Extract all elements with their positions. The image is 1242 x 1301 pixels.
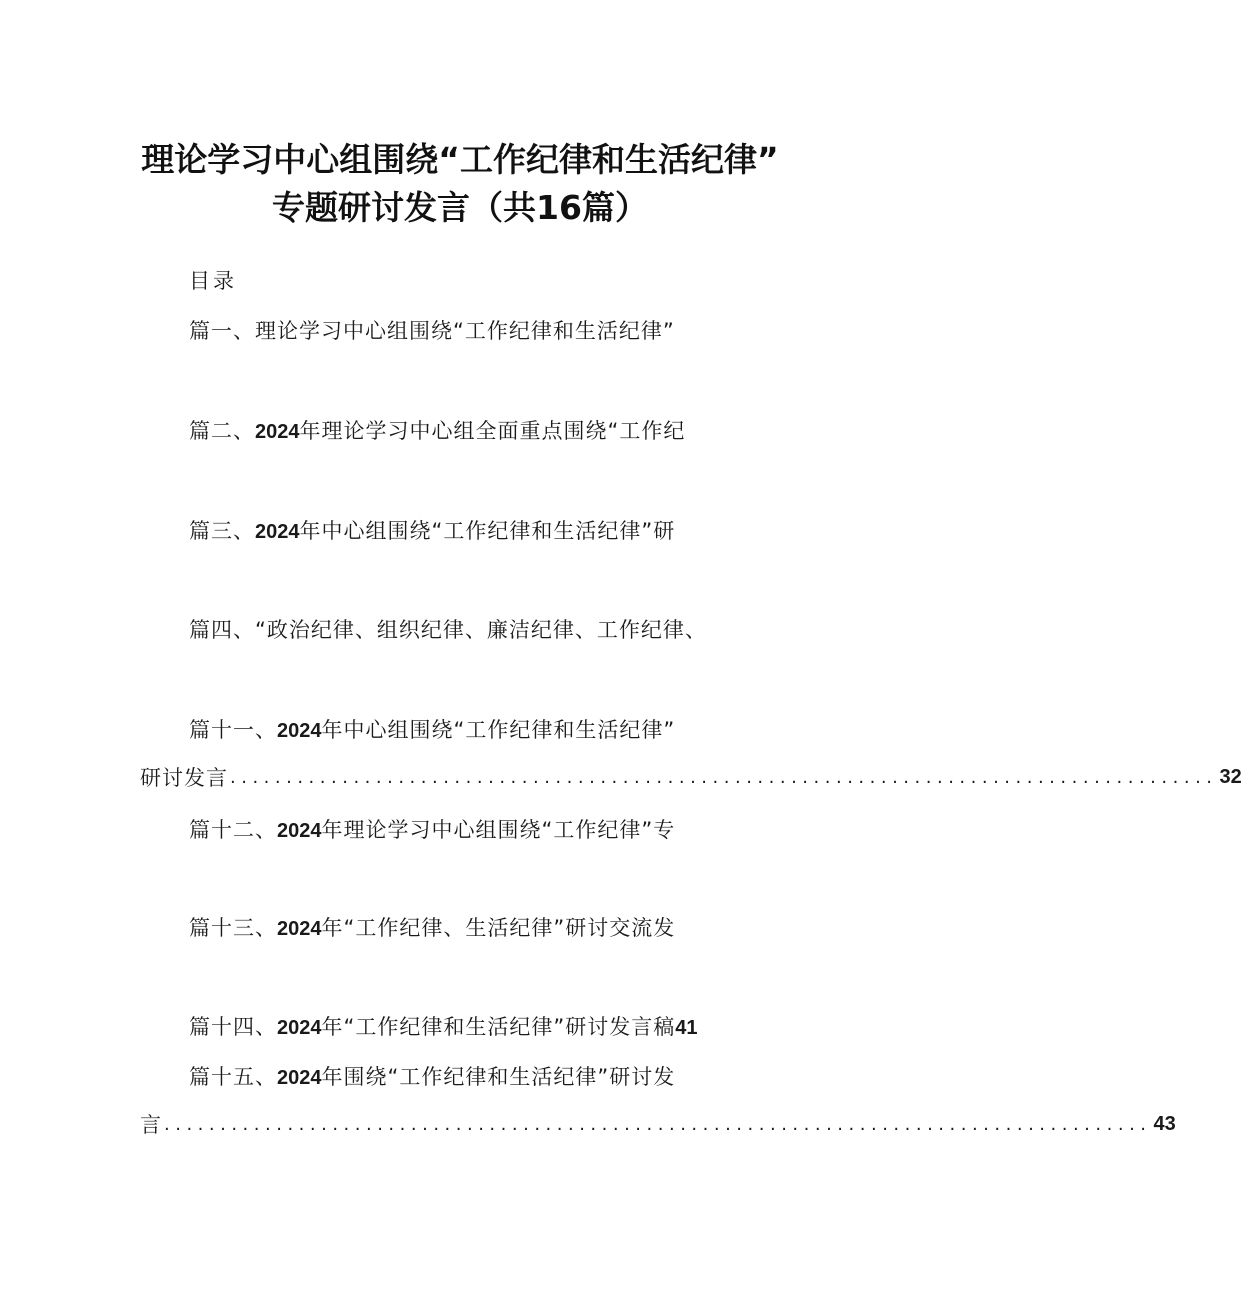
toc-entry-11[interactable]: [189, 714, 675, 744]
document-title-line-2: 专题研讨发言（共16篇）: [272, 188, 648, 227]
toc-heading: 目录: [189, 269, 237, 293]
toc-entry-text: 年理论学习中心组围绕“工作纪律”专: [321, 818, 676, 842]
toc-entry-12[interactable]: [189, 814, 675, 844]
toc-entry-4[interactable]: [189, 614, 707, 644]
toc-entry-year: 2024: [277, 918, 322, 940]
toc-entry-text: 年围绕“工作纪律和生活纪律”研讨发: [321, 1065, 676, 1089]
toc-entry-label: 篇十四、: [189, 1015, 277, 1039]
toc-page-number: 41: [675, 1017, 698, 1039]
toc-entry-label: 篇四、: [189, 618, 255, 642]
toc-entry-text: “政治纪律、组织纪律、廉洁纪律、工作纪律、: [255, 618, 707, 642]
toc-entry-year: 2024: [277, 720, 322, 742]
toc-entry-continuation: 研讨发言: [140, 766, 228, 790]
toc-entry-label: 篇一、: [189, 319, 255, 343]
toc-entry-year: 2024: [277, 1017, 322, 1039]
toc-entry-14[interactable]: [189, 1011, 698, 1041]
document-title-line-1: 理论学习中心组围绕“工作纪律和生活纪律”: [141, 140, 779, 179]
toc-entry-label: 篇十三、: [189, 916, 277, 940]
toc-entry-text: 理论学习中心组围绕“工作纪律和生活纪律”: [255, 319, 675, 343]
dot-leader: ........................................................................................: [164, 1113, 1152, 1135]
toc-entry-15[interactable]: [189, 1061, 675, 1091]
toc-entry-year: 2024: [277, 820, 322, 842]
toc-entry-1[interactable]: [189, 315, 675, 345]
toc-entry-text: 年“工作纪律、生活纪律”研讨交流发: [321, 916, 676, 940]
toc-entry-15-leader[interactable]: [140, 1109, 1176, 1139]
toc-entry-label: 篇三、: [189, 519, 255, 543]
toc-entry-year: 2024: [277, 1067, 322, 1089]
toc-entry-11-leader[interactable]: [140, 762, 1242, 792]
toc-entry-text: 年理论学习中心组全面重点围绕“工作纪: [299, 419, 686, 443]
toc-entry-text: 年中心组围绕“工作纪律和生活纪律”研: [299, 519, 676, 543]
toc-entry-label: 篇二、: [189, 419, 255, 443]
toc-entry-text: 年“工作纪律和生活纪律”研讨发言稿: [321, 1015, 676, 1039]
dot-leader: ........................................................................................: [230, 766, 1218, 788]
toc-entry-continuation: 言: [140, 1113, 162, 1137]
toc-entry-year: 2024: [255, 521, 300, 543]
toc-entry-2[interactable]: [189, 415, 685, 445]
toc-entry-13[interactable]: [189, 912, 675, 942]
toc-entry-3[interactable]: [189, 515, 675, 545]
toc-page-number: 32: [1219, 765, 1242, 788]
toc-entry-label: 篇十一、: [189, 718, 277, 742]
toc-entry-label: 篇十二、: [189, 818, 277, 842]
toc-entry-year: 2024: [255, 421, 300, 443]
toc-entry-text: 年中心组围绕“工作纪律和生活纪律”: [321, 718, 676, 742]
toc-entry-label: 篇十五、: [189, 1065, 277, 1089]
toc-page-number: 43: [1153, 1112, 1176, 1135]
